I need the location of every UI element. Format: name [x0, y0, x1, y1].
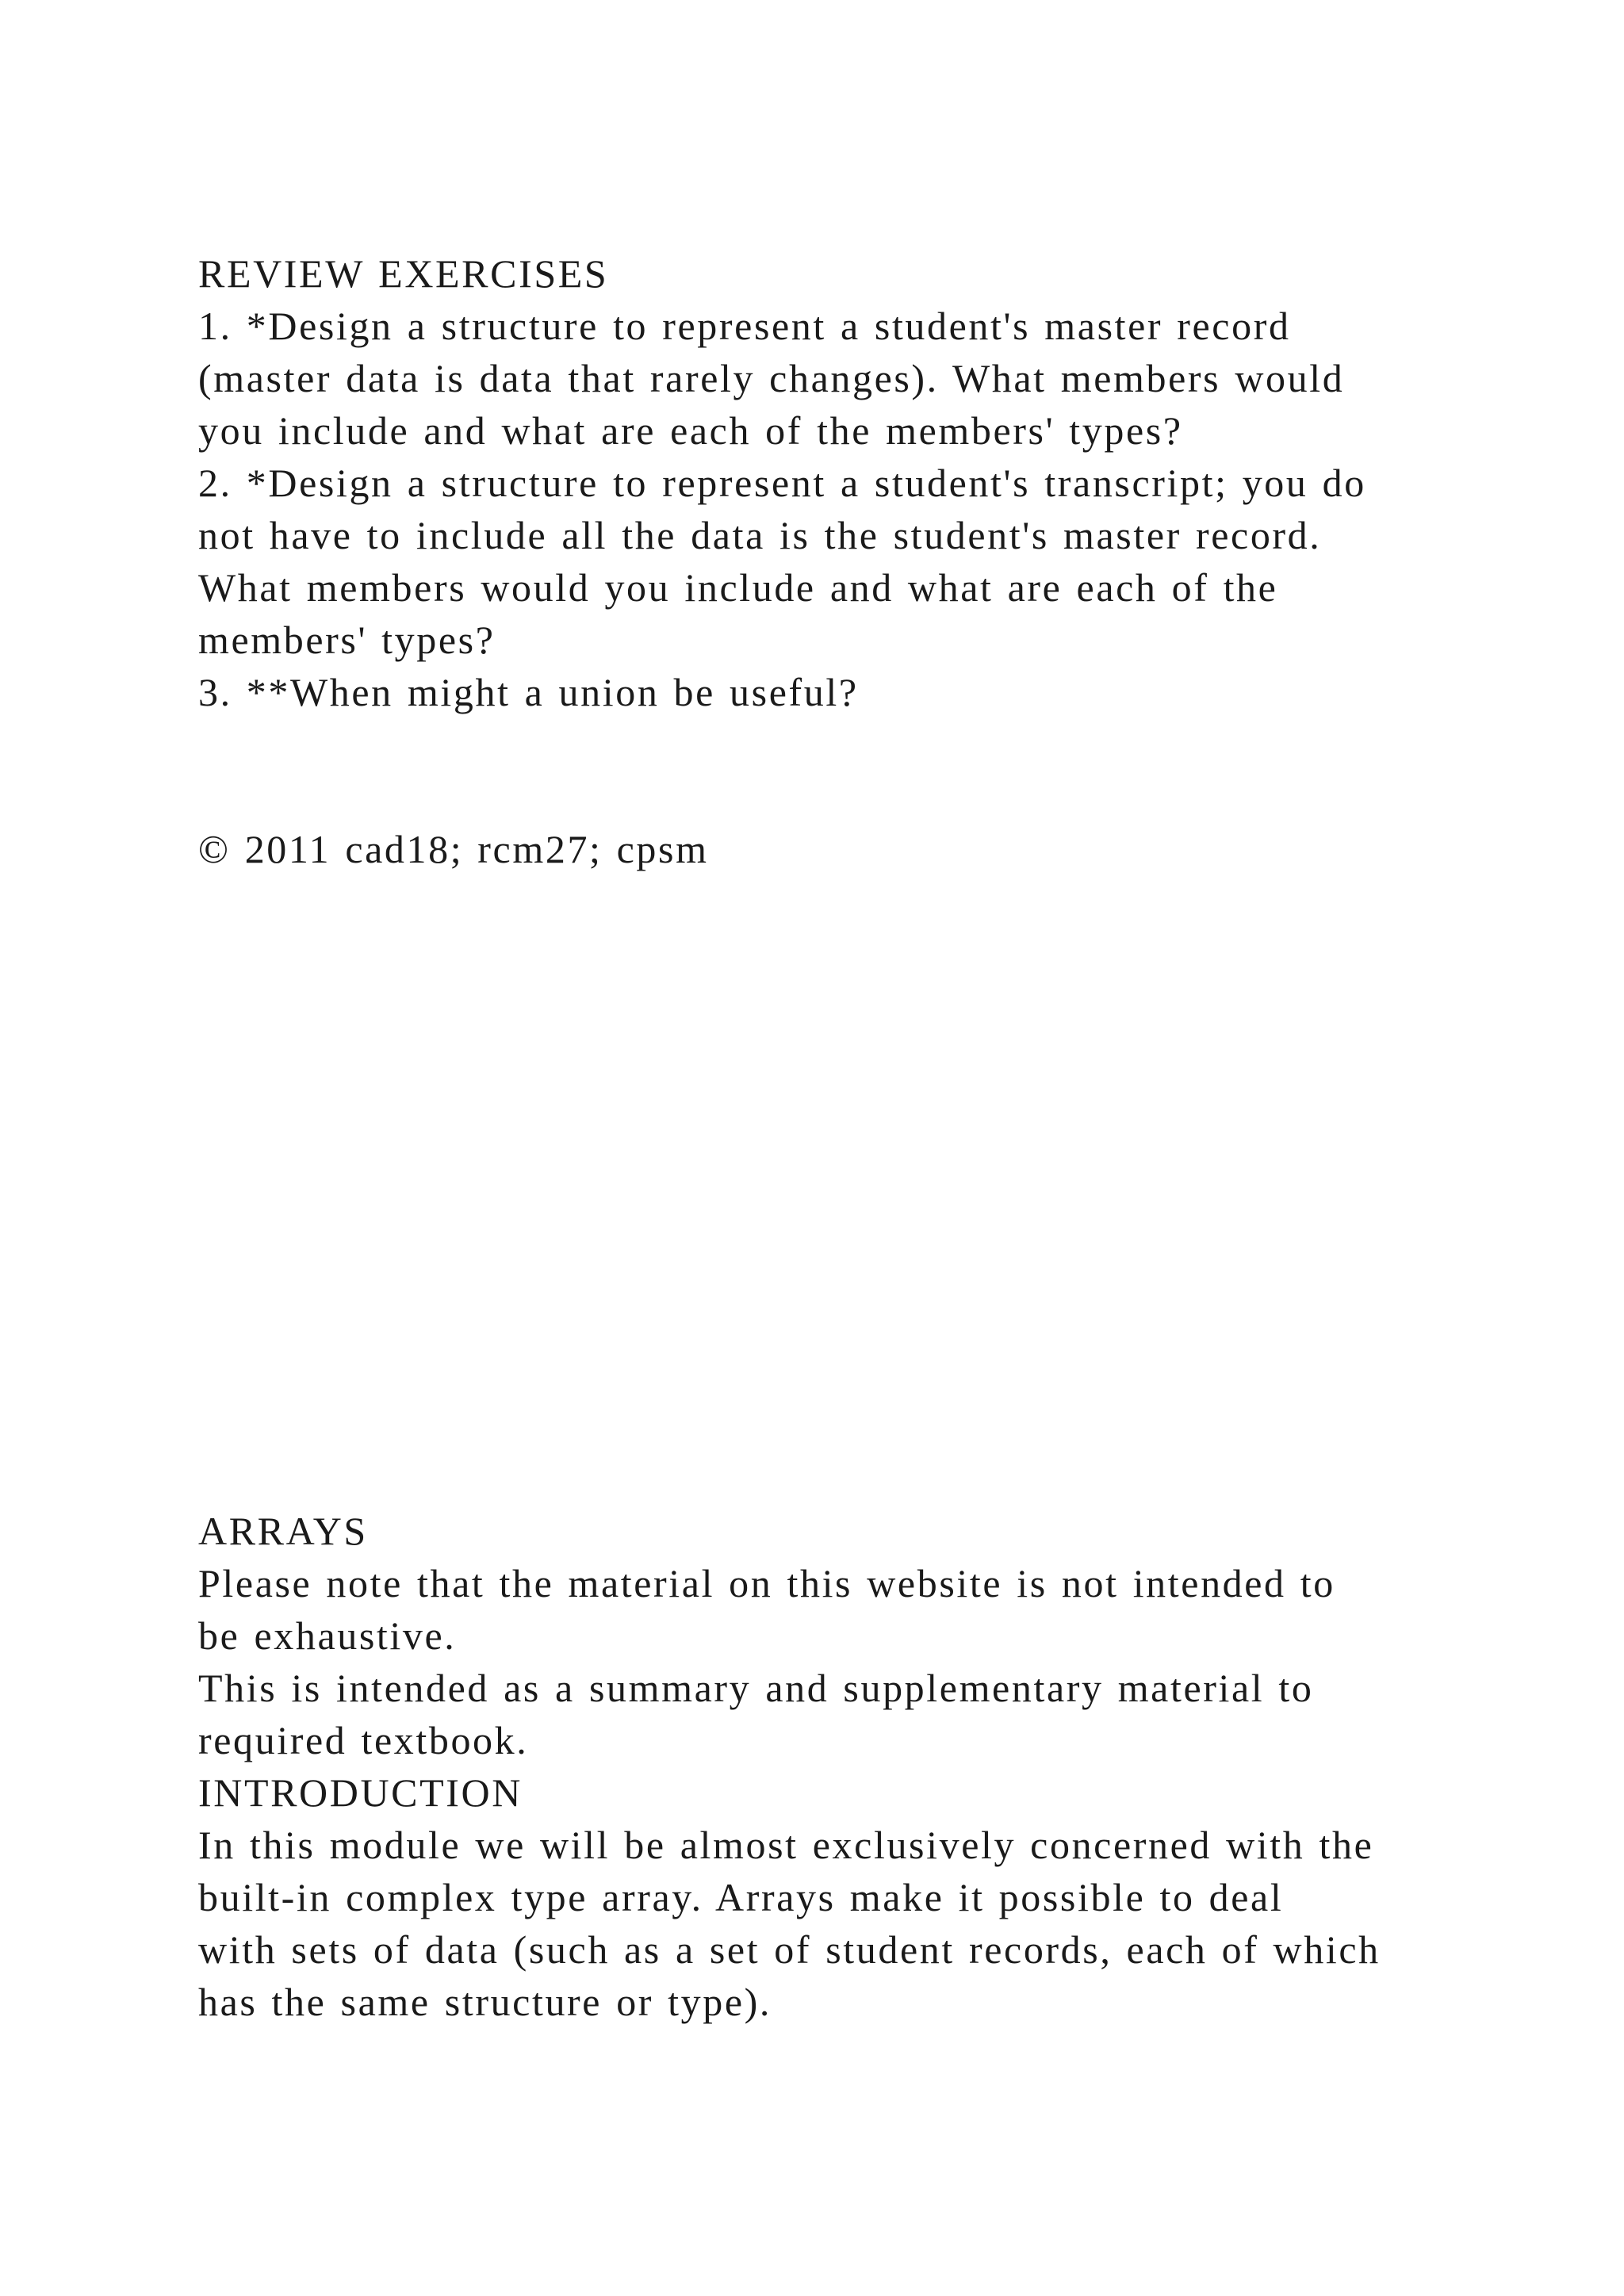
exercise-2-line-3: What members would you include and what are each of the: [198, 565, 1278, 610]
intro-line-1: In this module we will be almost exclusively concerned with the: [198, 1823, 1374, 1867]
introduction-heading: INTRODUCTION: [198, 1770, 523, 1815]
copyright-section: [198, 823, 1546, 875]
arrays-section: [198, 1505, 1546, 2028]
exercise-2-line-2: not have to include all the data is the student's master record.: [198, 513, 1322, 557]
arrays-heading: ARRAYS: [198, 1509, 368, 1553]
exercise-2-line-1: 2. *Design a structure to represent a student's transcript; you do: [198, 461, 1366, 505]
exercise-1-line-3: you include and what are each of the members' types?: [198, 408, 1183, 453]
note-line-2: be exhaustive.: [198, 1613, 457, 1658]
exercise-1-line-1: 1. *Design a structure to represent a student's master record: [198, 304, 1291, 348]
intro-line-3: with sets of data (such as a set of student records, each of which: [198, 1927, 1381, 1972]
note-line-3: This is intended as a summary and supplementary material to: [198, 1666, 1314, 1710]
exercise-2-line-4: members' types?: [198, 618, 496, 662]
copyright-notice: © 2011 cad18; rcm27; cpsm: [198, 827, 709, 871]
intro-line-2: built-in complex type array. Arrays make it possible to deal: [198, 1875, 1284, 1919]
intro-line-4: has the same structure or type).: [198, 1980, 772, 2024]
note-line-4: required textbook.: [198, 1718, 529, 1762]
review-exercises-heading: REVIEW EXERCISES: [198, 251, 609, 296]
exercise-3-line-1: 3. **When might a union be useful?: [198, 670, 859, 714]
exercise-1-line-2: (master data is data that rarely changes). What members would: [198, 356, 1345, 400]
note-line-1: Please note that the material on this website is not intended to: [198, 1561, 1335, 1605]
review-exercises-section: [198, 247, 1546, 718]
